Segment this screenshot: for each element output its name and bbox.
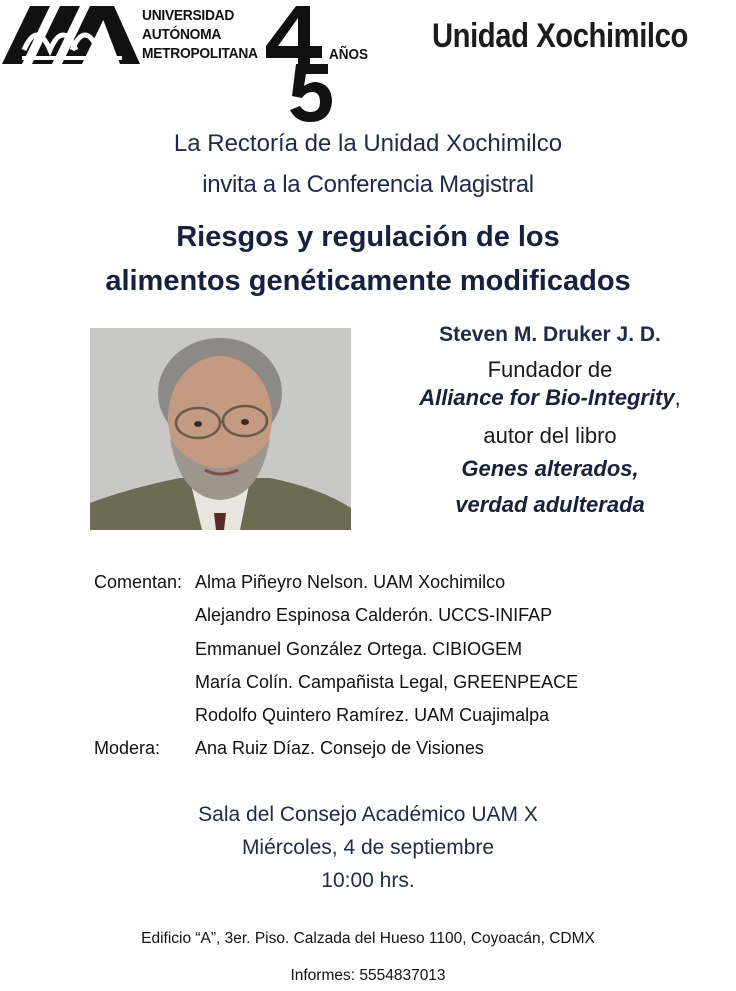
anniversary-label: AÑOS (329, 46, 369, 63)
logo-line-1: UNIVERSIDAD (142, 7, 235, 24)
book-title-line-1: Genes alterados, (461, 456, 639, 481)
commentator-item: Rodolfo Quintero Ramírez. UAM Cuajimalpa (195, 705, 550, 725)
speaker-portrait-icon (90, 328, 351, 530)
commentators-label: Comentan: (94, 572, 183, 592)
anniversary-45-icon (266, 6, 334, 124)
invitation-line-1: La Rectoría de la Unidad Xochimilco (173, 130, 563, 157)
conference-title-line-2: alimentos genéticamente modificados (105, 265, 631, 297)
campus-title: Unidad Xochimilco (432, 17, 688, 55)
university-name (142, 6, 258, 63)
conference-title-line-1: Riesgos y regulación de los (176, 221, 560, 253)
event-time: 10:00 hrs. (321, 869, 415, 892)
event-date: Miércoles, 4 de septiembre (241, 836, 495, 859)
logo-line-3: METROPOLITANA (142, 45, 258, 62)
speaker-name: Steven M. Druker J. D. (439, 323, 661, 346)
logo-line-2: AUTÓNOMA (142, 26, 222, 43)
event-venue: Sala del Consejo Académico UAM X (198, 803, 538, 826)
speaker-role: Fundador de (487, 357, 613, 382)
invitation-line-2: invita a la Conferencia Magistral (202, 171, 534, 198)
organization-comma: , (674, 385, 681, 410)
commentator-item: María Colín. Campañista Legal, GREENPEACE (195, 672, 579, 692)
commentator-item: Alma Piñeyro Nelson. UAM Xochimilco (195, 572, 506, 592)
commentator-item: Emmanuel González Ortega. CIBIOGEM (195, 639, 523, 659)
address: Edificio “A”, 3er. Piso. Calzada del Hueso 1100, Coyoacán, CDMX (141, 930, 595, 947)
author-line: autor del libro (483, 423, 617, 448)
speaker-photo (90, 328, 351, 530)
contact-info: Informes: 5554837013 (290, 967, 446, 984)
uam-logo-icon (2, 6, 140, 64)
moderator-label: Modera: (94, 738, 161, 758)
commentator-item: Alejandro Espinosa Calderón. UCCS-INIFAP (195, 605, 553, 625)
organization-name: Alliance for Bio-Integrity (419, 385, 675, 410)
book-title-line-2: verdad adulterada (455, 492, 645, 517)
speaker-organization (395, 385, 705, 411)
moderator-name: Ana Ruiz Díaz. Consejo de Visiones (195, 738, 484, 758)
